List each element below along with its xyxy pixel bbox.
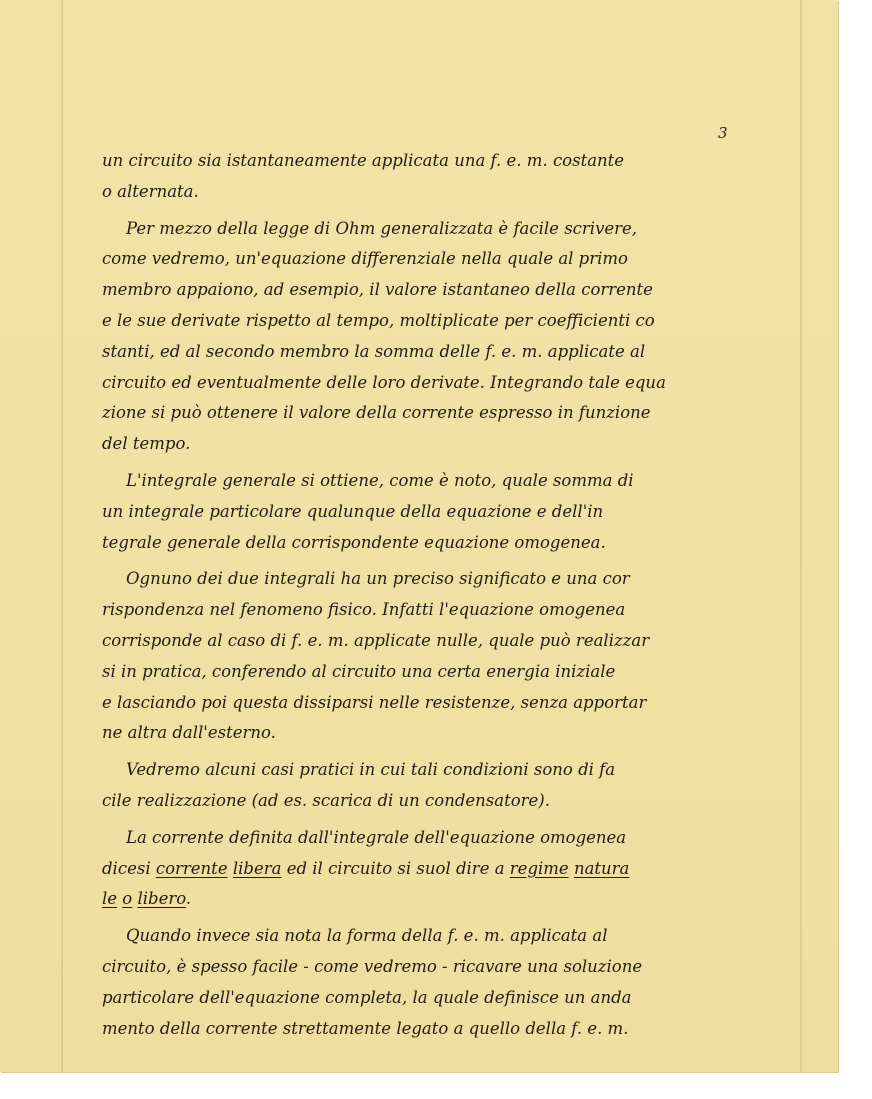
text-span: Vedremo alcuni casi pratici in cui tali condizioni sono di fa bbox=[126, 760, 616, 780]
text-line bbox=[102, 306, 752, 337]
text-span: e lasciando poi questa dissiparsi nelle resistenze, senza apportar bbox=[102, 692, 647, 712]
text-span: un integrale particolare qualunque della equazione e dell'in bbox=[102, 501, 604, 521]
text-line bbox=[102, 657, 752, 688]
fold-crease-left bbox=[61, 0, 63, 1072]
text-line bbox=[102, 786, 752, 817]
text-span: Quando invece sia nota la forma della f. e. m. applicata al bbox=[126, 926, 608, 946]
text-line bbox=[102, 983, 752, 1014]
text-line bbox=[102, 854, 752, 885]
text-span: particolare dell'equazione completa, la quale definisce un anda bbox=[102, 987, 632, 1007]
text-span: circuito ed eventualmente delle loro derivate. Integrando tale equa bbox=[102, 372, 666, 392]
text-line bbox=[102, 146, 752, 177]
text-line bbox=[102, 564, 752, 595]
text-span: membro appaiono, ad esempio, il valore istantaneo della corrente bbox=[102, 280, 653, 300]
text-span: o alternata. bbox=[102, 181, 199, 201]
handwritten-body bbox=[102, 146, 752, 1044]
underlined-term: libera bbox=[232, 858, 282, 878]
text-line bbox=[102, 214, 752, 245]
text-line bbox=[102, 497, 752, 528]
text-span: Per mezzo della legge di Ohm generalizzata è facile scrivere, bbox=[126, 218, 638, 238]
text-span: si in pratica, conferendo al circuito una certa energia iniziale bbox=[102, 661, 616, 681]
text-line bbox=[102, 1014, 752, 1045]
text-line bbox=[102, 718, 752, 749]
text-span: corrisponde al caso di f. e. m. applicate nulle, quale può realizzar bbox=[102, 630, 650, 650]
text-span: mento della corrente strettamente legato a quello della f. e. m. bbox=[102, 1018, 629, 1038]
text-line bbox=[102, 528, 752, 559]
underlined-term: natura bbox=[573, 858, 630, 878]
underlined-term: le bbox=[102, 889, 118, 909]
text-line bbox=[102, 244, 752, 275]
text-line bbox=[102, 755, 752, 786]
text-span: dicesi bbox=[102, 858, 156, 878]
text-span: un circuito sia istantaneamente applicata una f. e. m. costante bbox=[102, 151, 625, 170]
text-line bbox=[102, 952, 752, 983]
text-line bbox=[102, 337, 752, 368]
text-span: ed il circuito si suol dire a bbox=[281, 858, 510, 878]
text-line bbox=[102, 595, 752, 626]
text-span: L'integrale generale si ottiene, come è noto, quale somma di bbox=[126, 470, 634, 490]
text-line bbox=[102, 688, 752, 719]
underlined-term: corrente bbox=[155, 858, 228, 878]
text-span: e le sue derivate rispetto al tempo, moltiplicate per coefficienti co bbox=[102, 310, 655, 330]
underlined-term: o bbox=[122, 889, 133, 909]
text-line bbox=[102, 177, 752, 208]
text-line bbox=[102, 466, 752, 497]
text-span: zione si può ottenere il valore della corrente espresso in funzione bbox=[102, 403, 651, 423]
text-line bbox=[102, 884, 752, 915]
text-line bbox=[102, 368, 752, 399]
text-span: La corrente definita dall'integrale dell'equazione omogenea bbox=[126, 827, 627, 847]
text-span: tegrale generale della corrispondente equazione omogenea. bbox=[102, 532, 606, 552]
text-line bbox=[102, 626, 752, 657]
page-number: 3 bbox=[718, 124, 728, 142]
text-span: Ognuno dei due integrali ha un preciso significato e una cor bbox=[126, 569, 630, 589]
text-line bbox=[102, 275, 752, 306]
text-span: cile realizzazione (ad es. scarica di un condensatore). bbox=[102, 790, 550, 810]
text-line bbox=[102, 823, 752, 854]
text-span: circuito, è spesso facile - come vedremo - ricavare una soluzione bbox=[102, 956, 643, 976]
text-span: . bbox=[185, 889, 192, 909]
text-line bbox=[102, 921, 752, 952]
fold-crease-right bbox=[800, 0, 802, 1072]
underlined-term: regime bbox=[509, 858, 569, 878]
text-span: del tempo. bbox=[102, 434, 191, 454]
text-line bbox=[102, 429, 752, 460]
text-line bbox=[102, 398, 752, 429]
text-span: ne altra dall'esterno. bbox=[102, 723, 276, 743]
text-span: come vedremo, un'equazione differenziale nella quale al primo bbox=[102, 249, 628, 269]
text-span: stanti, ed al secondo membro la somma delle f. e. m. applicate al bbox=[102, 341, 646, 361]
underlined-term: libero bbox=[137, 889, 186, 909]
text-span: rispondenza nel fenomeno fisico. Infatti l'equazione omogenea bbox=[102, 600, 626, 620]
